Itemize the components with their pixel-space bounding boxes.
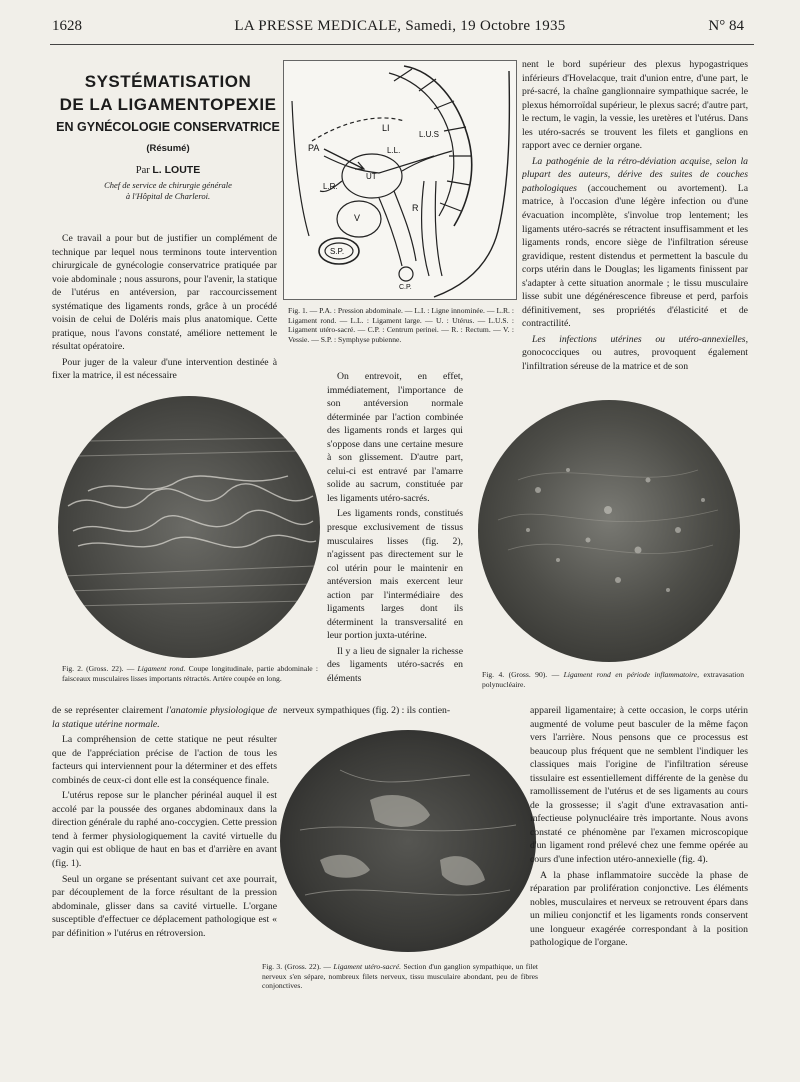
- italic-phrase: Les infections utérines ou utéro-annexielles,: [532, 333, 748, 345]
- author-prefix: Par: [135, 165, 150, 176]
- article-title-line2: DE LA LIGAMENTOPEXIE: [59, 95, 277, 114]
- paragraph: [522, 333, 748, 374]
- label-v: V: [354, 213, 361, 223]
- caption-text: Fig. 1. — P.A. : Pression abdominale. — L.I. : Ligne innominée. — L.R. : Ligament rond. — L.L. : Ligament large. — U. : Utérus. — L.U.S. : Ligament utéro-sacré. — C.P. : Centrum perinei. — R. : Rectum. — V. : Vessie. — S.P. : Symphyse pubienne.: [288, 306, 514, 344]
- column3-bottom: [530, 704, 748, 994]
- pelvis-diagram: [284, 61, 516, 299]
- paragraph: La compréhension de cette statique ne peut résulter que de l'appréciation précise de l'action de tous les facteurs qui interviennent pour la déterminer et des effets combinés de ceux-ci dont elle est la conséquence finale.: [52, 734, 277, 786]
- label-lr: L.R.: [323, 182, 338, 191]
- paragraph: nent le bord supérieur des plexus hypogastriques inférieurs d'Hovelacque, trait d'union entre, d'une part, le pré-sacré, la chaîne ganglionnaire sympathique sacrée, le plexus hémorroïdal supérieur, le plexus sacré; d'autre part, le rectum, le vagin, la vessie, les uretères et l'utérus. Dans les utéro-sacrés se trouvent les filets et ganglions en rapport avec ce dernier organe.: [522, 59, 748, 152]
- label-ut: UT: [366, 172, 377, 181]
- caption-label: Fig. 2. (Gross. 22). —: [62, 664, 135, 673]
- resume-label: (Résumé): [146, 143, 190, 154]
- affiliation-line1: Chef de service de chirurgie générale: [104, 180, 232, 190]
- figure-4-caption: [482, 670, 744, 689]
- caption-text: Section d'un ganglion sympathique, un filet nerveux s'en sépare, nombreux filets nerveux, tissu musculaire abondant, peu de fibres conjonctives.: [262, 962, 538, 990]
- paragraph: Les ligaments ronds, constitués presque exclusivement de tissus musculaires lisses (fig. 2), n'agissent pas directement sur le col utérin pour le maintenir en antéversion mais exercent leur action par l'intermédiaire des ligaments larges dont ils déterminent la transversalité en leur portion juxta-utérine.: [327, 508, 463, 642]
- issue-number: N° 84: [708, 18, 744, 34]
- figure-2-micrograph: [58, 396, 320, 658]
- caption-italic: Ligament rond.: [137, 664, 186, 673]
- column-middle: [327, 370, 463, 697]
- label-ll: L.L.: [387, 146, 401, 155]
- caption-label: Fig. 4. (Gross. 90). —: [482, 670, 560, 679]
- paragraph: [52, 704, 277, 731]
- caption-italic: Ligament utéro-sacré.: [333, 962, 402, 971]
- label-pa: PA: [308, 143, 320, 153]
- column3-top: [522, 58, 748, 380]
- author-name: L. LOUTE: [152, 164, 201, 176]
- italic-phrase: l'anatomie physiologique de la statique utérine normale.: [52, 705, 277, 730]
- label-li: LI: [382, 123, 390, 133]
- caption-text: Coupe longitudinale, partie abdominale : faisceaux musculaires lisses importants rétractés. Artère coupée en long.: [62, 664, 318, 683]
- affiliation-line2: à l'Hôpital de Charleroi.: [125, 191, 211, 201]
- paragraph-text: de se représenter clairement: [52, 705, 163, 716]
- paragraph: Ce travail a pour but de justifier un complément de technique par lequel nous terminons toute intervention chirurgicale de gynécologie conservatrice pratiquée par voie abdominale ; nous assurons, pour l'avenir, la statique de l'utérus en antéversion, par raccourcissement systématique des ligaments ronds, grâce à un procédé voisin de celui de Doléris mais plus anatomique. Cette pratique, nous l'avons constaté, améliore nettement le résultat opératoire.: [52, 233, 277, 353]
- journal-title: LA PRESSE MEDICALE, Samedi, 19 Octobre 1935: [234, 18, 566, 34]
- paragraph: Pour juger de la valeur d'une intervention destinée à fixer la matrice, il est nécessaire: [52, 356, 277, 382]
- article-title-line3: EN GYNÉCOLOGIE CONSERVATRICE: [56, 120, 280, 134]
- caption-label: Fig. 3. (Gross. 22). —: [262, 962, 331, 971]
- figure-1-caption: [288, 306, 514, 344]
- paragraph: L'utérus repose sur le plancher périnéal auquel il est accolé par la poussée des organes abdominaux dans la direction générale du raphé ano-coccygien. Cette pression tend à fermer physiologiquement la cavité virtuelle du vagin qui est oblique de haut en bas et d'arrière en avant (fig. 1).: [52, 790, 277, 870]
- paragraph: appareil ligamentaire; à cette occasion, le corps utérin augmenté de volume peut basculer de la même façon vers l'arrière. Nous pensons que ce processus est beaucoup plus fréquent que ne semblent l'indiquer les classiques mais l'origine de l'infiltration séreuse tissulaire est essentiellement différente de la genèse du ramollissement de l'utérus et de ses ligaments au cours de la grossesse; il s'agit d'une extravasation anti-infectieuse polynucléaire très importante. Nous avons constaté ce phénomène par l'examen microscopique d'un ligament rond prélevé chez une femme opérée au cours d'une infection utéro-annexielle (fig. 4).: [530, 705, 748, 866]
- article-title-line1: SYSTÉMATISATION: [84, 72, 252, 91]
- italic-phrase: La pathogénie de la rétro-déviation acquise, selon la plupart des auteurs, dérive des suites de couches pathologiques: [522, 155, 748, 194]
- middle-bridge-line: [283, 704, 519, 718]
- page-header: [0, 18, 800, 40]
- label-sp: S.P.: [330, 247, 345, 256]
- paragraph-text: gonococciques ou autres, provoquent également l'infiltration séreuse de la matrice et de son: [522, 347, 748, 373]
- label-lus: L.U.S: [419, 130, 440, 139]
- paragraph: On entrevoit, en effet, immédiatement, l'importance de son antéversion normale déterminée par l'action combinée des ligaments ronds et larges qui s'oppose dans une certaine mesure à son glissement. D'autre part, celui-ci est entravé par l'amarre solide au sacrum, constituée par les ligaments utéro-sacrés.: [327, 371, 463, 504]
- caption-italic: Ligament rond en période inflammatoire,: [563, 670, 700, 679]
- figure-2-caption: [62, 664, 318, 683]
- author-affiliation: [52, 180, 284, 202]
- figure-4-micrograph: [478, 400, 740, 662]
- page-number: 1628: [52, 18, 82, 34]
- header-rule: [50, 44, 754, 45]
- figure-3-micrograph: [280, 730, 536, 952]
- paragraph: Seul un organe se présentant suivant cet axe pourrait, par découplement de la force résultant de la pression abdominale, glisser dans sa cavité virtuelle. L'organe susceptible d'effectuer ce déplacement pathologique est « par définition » l'utérus en rétroversion.: [52, 873, 277, 939]
- paragraph: [522, 155, 748, 331]
- paragraph-text: (accouchement ou avortement). La matrice, à l'occasion d'une légère infection ou d'une évacuation incomplète, s'involue trop lentement; les ligaments utéro-sacrés se rétractent insuffisamment et les ligaments ronds, encore siège de l'infiltration séreuse gravidique, restent distendus et permettent la bascule du corps utérin dans le Douglas; les ligaments finissent par s'adapter à cette situation anormale ; le tissu musculaire lisse subit une dégénérescence fibreuse et perd, parfois définitivement, ses propriétés d'élasticité et de contractilité.: [522, 182, 748, 330]
- micrograph-texture: [58, 396, 320, 658]
- caption-text: extravasation polynucléaire.: [482, 670, 745, 689]
- paragraph: A la phase inflammatoire succède la phase de réparation par prolifération conjonctive. Les éléments nobles, musculaires et nerveux se retrouvent épars dans un milieu conjonctif et les ligaments ronds conservent une longueur exagérée correspondant à la position pathologique de l'organe.: [530, 869, 748, 949]
- bridge-text: nerveux sympathiques (fig. 2) : ils contien-: [283, 705, 451, 716]
- paragraph: Il y a lieu de signaler la richesse des ligaments utéro-sacrés en éléments: [327, 645, 463, 685]
- figure-1-diagram: [283, 60, 517, 300]
- label-r: R: [412, 203, 419, 213]
- micrograph-texture: [478, 400, 740, 662]
- figure-3-caption: [262, 962, 538, 991]
- label-cp: C.P.: [399, 284, 412, 291]
- column1-top: [52, 232, 277, 384]
- column1-bottom: [52, 704, 277, 996]
- author-line: [52, 164, 284, 176]
- micrograph-texture: [280, 730, 536, 952]
